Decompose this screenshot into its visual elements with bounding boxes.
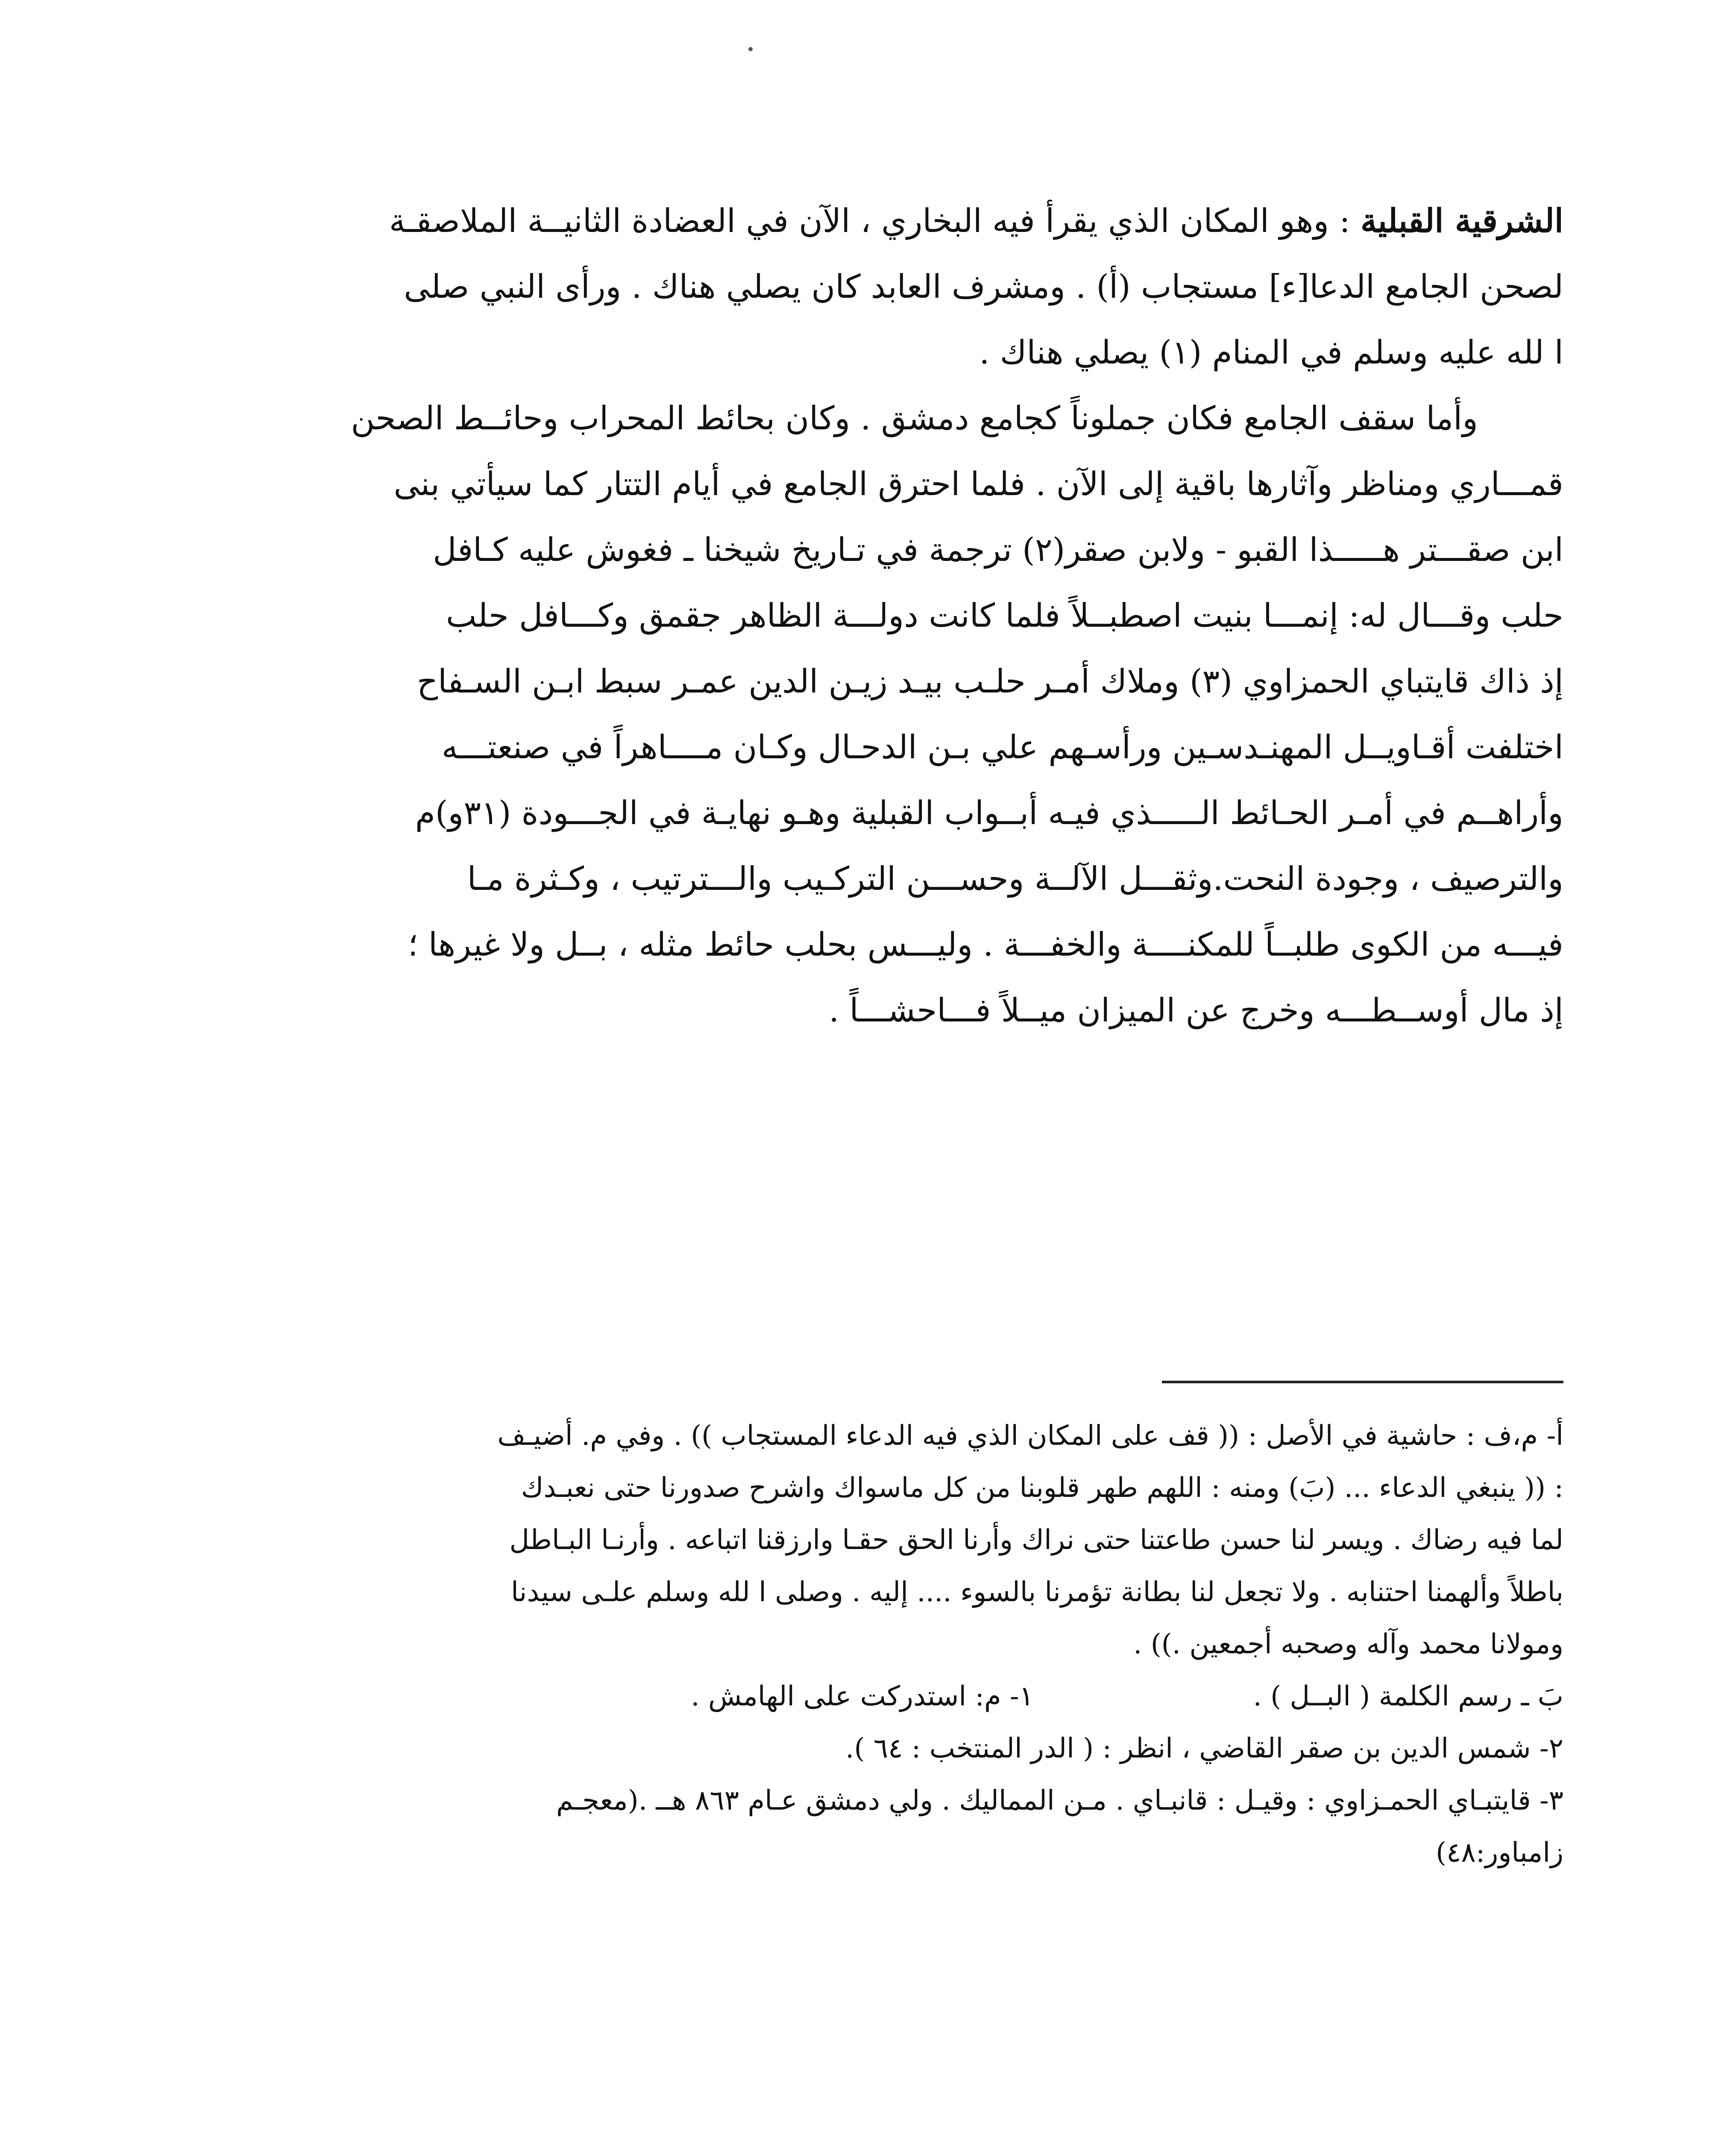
footnote-line: : (( ينبغي الدعاء ... (بَ) ومنه : اللهم طهر قلوبنا من كل ماسواك واشرح صدورنا حتى نعبـدك — [521, 1472, 1563, 1504]
footnote-line: لما فيه رضاك . ويسر لنا حسن طاعتنا حتى نراك وأرنا الحق حقـا وارزقنا اتباعه . وأرنـا البـاطل — [509, 1524, 1563, 1556]
section-heading: الشرقية القبلية — [1361, 202, 1563, 240]
footnote-line: أ- م،ف : حاشية في الأصل : (( قف على المكان الذي فيه الدعاء المستجاب )) . وفي م. أضيـف — [497, 1420, 1563, 1452]
main-line: إذ ذاك قايتباي الحمزاوي (٣) وملاك أمـر حلـب بيـد زيـن الدين عمـر سبط ابـن السـفاح — [416, 662, 1563, 700]
footnote-line: باطلاً وألهمنا احتنابه . ولا تجعل لنا بطانة تؤمرنا بالسوء .... إليه . وصلى ا لله وسلم علـى سيدنا — [511, 1576, 1563, 1608]
main-line: لصحن الجامع الدعا[ء] مستجاب (أ) . ومشرف العابد كان يصلي هناك . ورأى النبي صلى — [404, 267, 1563, 305]
main-line-paragraph-start: وأما سقف الجامع فكان جملوناً كجامع دمشق . وكان بحائط المحراب وحائــط الصحن — [351, 399, 1478, 437]
footnote-separator — [1162, 1381, 1563, 1383]
main-line: ا لله عليه وسلم في المنام (١) يصلي هناك . — [979, 333, 1563, 371]
footnote-3-continued: زامباور:٤٨) — [1436, 1837, 1563, 1869]
footnote-1: ١- م: استدركت على الهامش . — [691, 1681, 1034, 1712]
footnote-row-two-columns — [256, 1670, 1563, 1722]
main-body-text — [256, 188, 1563, 1043]
main-line: والترصيف ، وجودة النحت.وثقـــل الآلــة وحســـن التركـيب والـــترتيب ، وكـثرة مـا — [467, 860, 1563, 898]
main-line: قمـــاري ومناظر وآثارها باقية إلى الآن . فلما احترق الجامع في أيام التتار كما سيأتي بنى — [393, 465, 1563, 503]
footnote-2: ٢- شمس الدين بن صقر القاضي ، انظر : ( الدر المنتخب : ٦٤ ). — [845, 1733, 1563, 1764]
main-line: اختلفت أقـاويــل المهنـدسـين ورأسـهم علي بـن الدحـال وكـان مــــاهراً في صنعتـــه — [441, 728, 1563, 766]
main-line: فيـــه من الكوى طلبــاً للمكنــــة والخفـــة . وليـــس بحلب حائط مثله ، بــل ولا غيرها ؛ — [408, 925, 1563, 963]
main-line: حلب وقـــال له: إنمـــا بنيت اصطبــلاً فلما كانت دولـــة الظاهر جقمق وكـــافل حلب — [446, 596, 1563, 634]
scan-speck — [748, 47, 753, 51]
main-line-text: : وهو المكان الذي يقرأ فيه البخاري ، الآن في العضادة الثانيــة الملاصقـة — [389, 202, 1361, 240]
footnote-line: ومولانا محمد وآله وصحبه أجمعين .)) . — [1133, 1628, 1563, 1660]
main-line: ابن صقـــتر هـــــذا القبو - ولابن صقر(٢) ترجمة في تـاريخ شيخنا ـ فغوش عليه كـافل — [433, 531, 1563, 569]
main-line: إذ مال أوســطـــه وخرج عن الميزان ميــلاً فـــاحشـــاً . — [829, 991, 1563, 1029]
footnote-b: بَ ـ رسم الكلمة ( البــل ) . — [1253, 1681, 1563, 1712]
footnotes-section — [256, 1410, 1563, 1879]
footnote-3: ٣- قايتبـاي الحمـزاوي : وقيـل : قانبـاي . مـن المماليك . ولي دمشق عـام ٨٦٣ هــ .(معجـم — [556, 1785, 1563, 1816]
main-line: وأراهــم في أمـر الحـائط الـــــذي فيـه أبــواب القبلية وهـو نهايـة في الجـــودة (٣١و)م — [415, 794, 1563, 832]
main-line — [256, 188, 1563, 254]
